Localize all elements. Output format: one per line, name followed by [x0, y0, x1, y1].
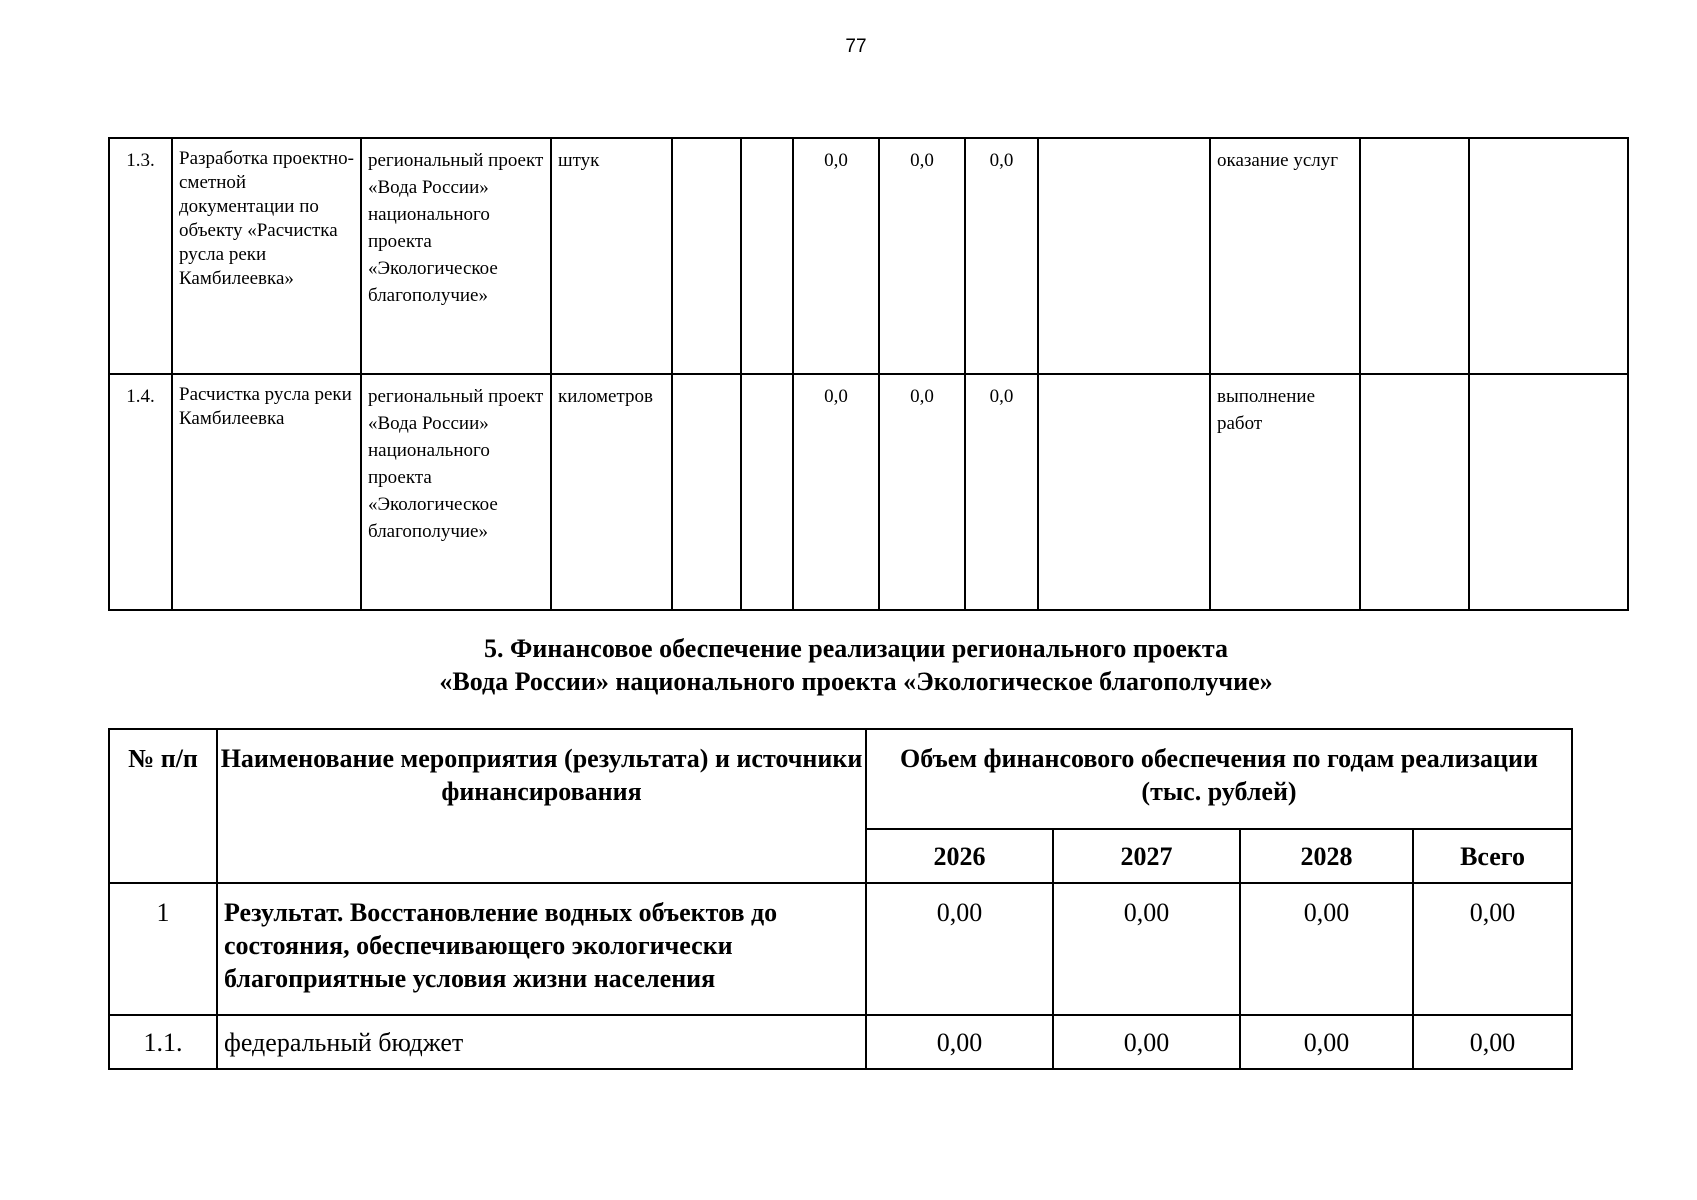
row-number: 1 — [109, 883, 217, 1015]
header-total: Всего — [1413, 829, 1572, 883]
value-cell: 0,00 — [1053, 883, 1240, 1015]
header-volume: Объем финансового обеспечения по годам реализации (тыс. рублей) — [866, 729, 1572, 829]
value-cell: 0,00 — [1413, 883, 1572, 1015]
finance-table — [108, 728, 1573, 1070]
row-number: 1.4. — [109, 374, 172, 610]
section-title-line2: «Вода России» национального проекта «Экологическое благополучие» — [439, 667, 1273, 696]
empty-cell — [1038, 138, 1210, 374]
source-name: федеральный бюджет — [217, 1015, 866, 1069]
value-cell: 0,00 — [866, 883, 1053, 1015]
header-name: Наименование мероприятия (результата) и источники финансирования — [217, 729, 866, 883]
section-title-line1: 5. Финансовое обеспечение реализации регионального проекта — [484, 634, 1228, 663]
empty-cell — [672, 374, 741, 610]
value-cell: 0,00 — [1240, 883, 1413, 1015]
value-cell: 0,00 — [1413, 1015, 1572, 1069]
empty-cell — [1469, 374, 1628, 610]
header-year: 2028 — [1240, 829, 1413, 883]
type-cell: оказание услуг — [1210, 138, 1360, 374]
unit-cell: штук — [551, 138, 672, 374]
empty-cell — [1360, 374, 1469, 610]
header-row — [109, 729, 1572, 829]
value-cell: 0,00 — [1240, 1015, 1413, 1069]
table-row — [109, 1015, 1572, 1069]
result-name: Результат. Восстановление водных объектов до состояния, обеспечивающего экологически благоприятные условия жизни населения — [217, 883, 866, 1015]
value-cell: 0,0 — [965, 374, 1038, 610]
unit-cell: километров — [551, 374, 672, 610]
header-year: 2027 — [1053, 829, 1240, 883]
activity-name: Расчистка русла реки Камбилеевка — [172, 374, 361, 610]
activities-table — [108, 137, 1629, 611]
empty-cell — [741, 138, 793, 374]
empty-cell — [1360, 138, 1469, 374]
value-cell: 0,0 — [879, 374, 965, 610]
row-number: 1.3. — [109, 138, 172, 374]
empty-cell — [741, 374, 793, 610]
value-cell: 0,0 — [793, 374, 879, 610]
table-row — [109, 138, 1628, 374]
header-num: № п/п — [109, 729, 217, 883]
table-row — [109, 374, 1628, 610]
row-number: 1.1. — [109, 1015, 217, 1069]
type-cell: выполнение работ — [1210, 374, 1360, 610]
empty-cell — [672, 138, 741, 374]
empty-cell — [1469, 138, 1628, 374]
value-cell: 0,0 — [965, 138, 1038, 374]
empty-cell — [1038, 374, 1210, 610]
project-name: региональный проект «Вода России» национального проекта «Экологическое благополучие» — [361, 138, 551, 374]
header-year: 2026 — [866, 829, 1053, 883]
value-cell: 0,00 — [866, 1015, 1053, 1069]
value-cell: 0,00 — [1053, 1015, 1240, 1069]
page-number: 77 — [845, 36, 867, 57]
project-name: региональный проект «Вода России» национального проекта «Экологическое благополучие» — [361, 374, 551, 610]
value-cell: 0,0 — [879, 138, 965, 374]
section-title — [0, 632, 1697, 698]
value-cell: 0,0 — [793, 138, 879, 374]
table-row — [109, 883, 1572, 1015]
activity-name: Разработка проектно-сметной документации по объекту «Расчистка русла реки Камбилеевка» — [172, 138, 361, 374]
